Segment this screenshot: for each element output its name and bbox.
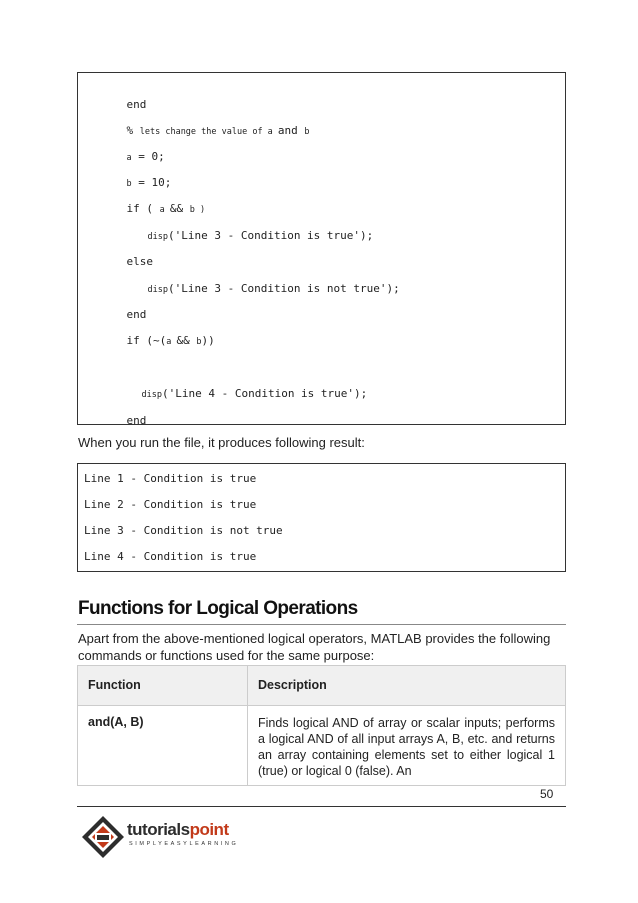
code-line: end (126, 414, 147, 427)
output-line: Line 1 - Condition is true (84, 472, 257, 485)
result-intro-text: When you run the file, it produces following result: (78, 435, 365, 450)
table-header-row (78, 666, 566, 706)
output-line: Line 3 - Condition is not true (84, 524, 283, 537)
code-line: disp('Line 4 - Condition is true'); (141, 387, 368, 400)
section-intro-line-2: commands or functions used for the same purpose: (78, 648, 375, 663)
code-line: % lets change the value of a and b (126, 124, 310, 137)
code-line: else (126, 255, 153, 268)
code-line: end (126, 98, 147, 111)
table-cell-function: and(A, B) (78, 706, 248, 786)
code-block-source (77, 72, 566, 425)
code-line: disp('Line 3 - Condition is not true'); (147, 282, 400, 295)
tutorialspoint-logo (80, 812, 240, 862)
code-line: b = 10; (126, 176, 172, 189)
page-number: 50 (540, 787, 554, 801)
output-line: Line 2 - Condition is true (84, 498, 257, 511)
code-line: disp('Line 3 - Condition is true'); (147, 229, 374, 242)
logo-wordmark: tutorialspoint (127, 820, 229, 839)
table-header-function: Function (78, 666, 248, 706)
code-line: end (126, 308, 147, 321)
code-block-output (77, 463, 566, 572)
functions-table (77, 665, 566, 786)
code-line: a = 0; (126, 150, 165, 163)
heading-divider (77, 624, 566, 625)
logo-emblem-icon (80, 814, 126, 860)
code-line: if (~(a && b)) (126, 334, 215, 347)
logo-tagline: SIMPLYEASYLEARNING (129, 841, 239, 847)
table-row (78, 706, 566, 786)
code-line: if ( a && b ) (126, 202, 206, 215)
table-cell-description: Finds logical AND of array or scalar inputs; performs a logical AND of all input arrays A, B, etc. and returns an array containing elements set to either logical 1 (true) or logical 0 (false). An (248, 706, 566, 786)
footer-divider (77, 806, 566, 807)
table-header-description: Description (248, 666, 566, 706)
section-intro-line-1: Apart from the above-mentioned logical operators, MATLAB provides the following (78, 631, 551, 646)
section-heading: Functions for Logical Operations (78, 598, 358, 619)
output-line: Line 4 - Condition is true (84, 550, 257, 563)
